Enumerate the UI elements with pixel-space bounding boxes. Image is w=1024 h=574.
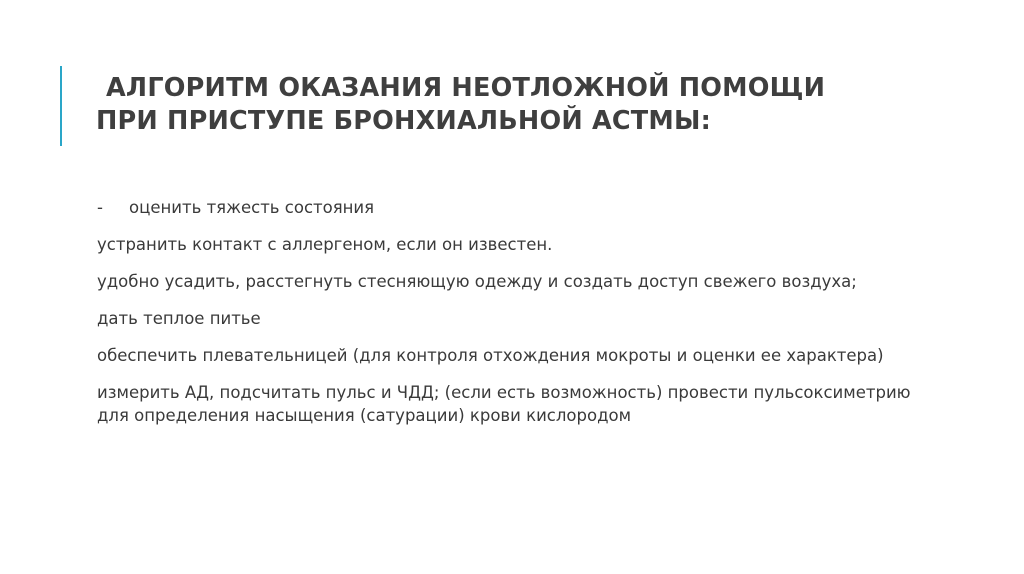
list-item bbox=[97, 307, 927, 330]
slide-title bbox=[96, 72, 825, 138]
bullet-dash: - bbox=[97, 198, 103, 217]
list-item bbox=[97, 270, 927, 293]
list-item-text: оценить тяжесть состояния bbox=[129, 198, 375, 217]
slide-title-line-1: АЛГОРИТМ ОКАЗАНИЯ НЕОТЛОЖНОЙ ПОМОЩИ bbox=[106, 73, 826, 103]
list-item-text: удобно усадить, расстегнуть стесняющую одежду и создать доступ свежего воздуха; bbox=[97, 272, 857, 291]
list-item-text: обеспечить плевательницей (для контроля отхождения мокроты и оценки ее характера) bbox=[97, 346, 884, 365]
list-item-text: измерить АД, подсчитать пульс и ЧДД; (если есть возможность) провести пульсоксиметрию для определения насыщения (сатурации) крови кислородом bbox=[97, 383, 911, 425]
accent-bar bbox=[60, 66, 62, 146]
list-item-text: дать теплое питье bbox=[97, 309, 261, 328]
slide-title-line-2: ПРИ ПРИСТУПЕ БРОНХИАЛЬНОЙ АСТМЫ: bbox=[96, 106, 712, 136]
list-item bbox=[97, 381, 927, 427]
slide-body bbox=[97, 196, 927, 441]
list-item bbox=[97, 196, 927, 219]
list-item-text: устранить контакт с аллергеном, если он известен. bbox=[97, 235, 553, 254]
list-item bbox=[97, 233, 927, 256]
list-item bbox=[97, 344, 927, 367]
